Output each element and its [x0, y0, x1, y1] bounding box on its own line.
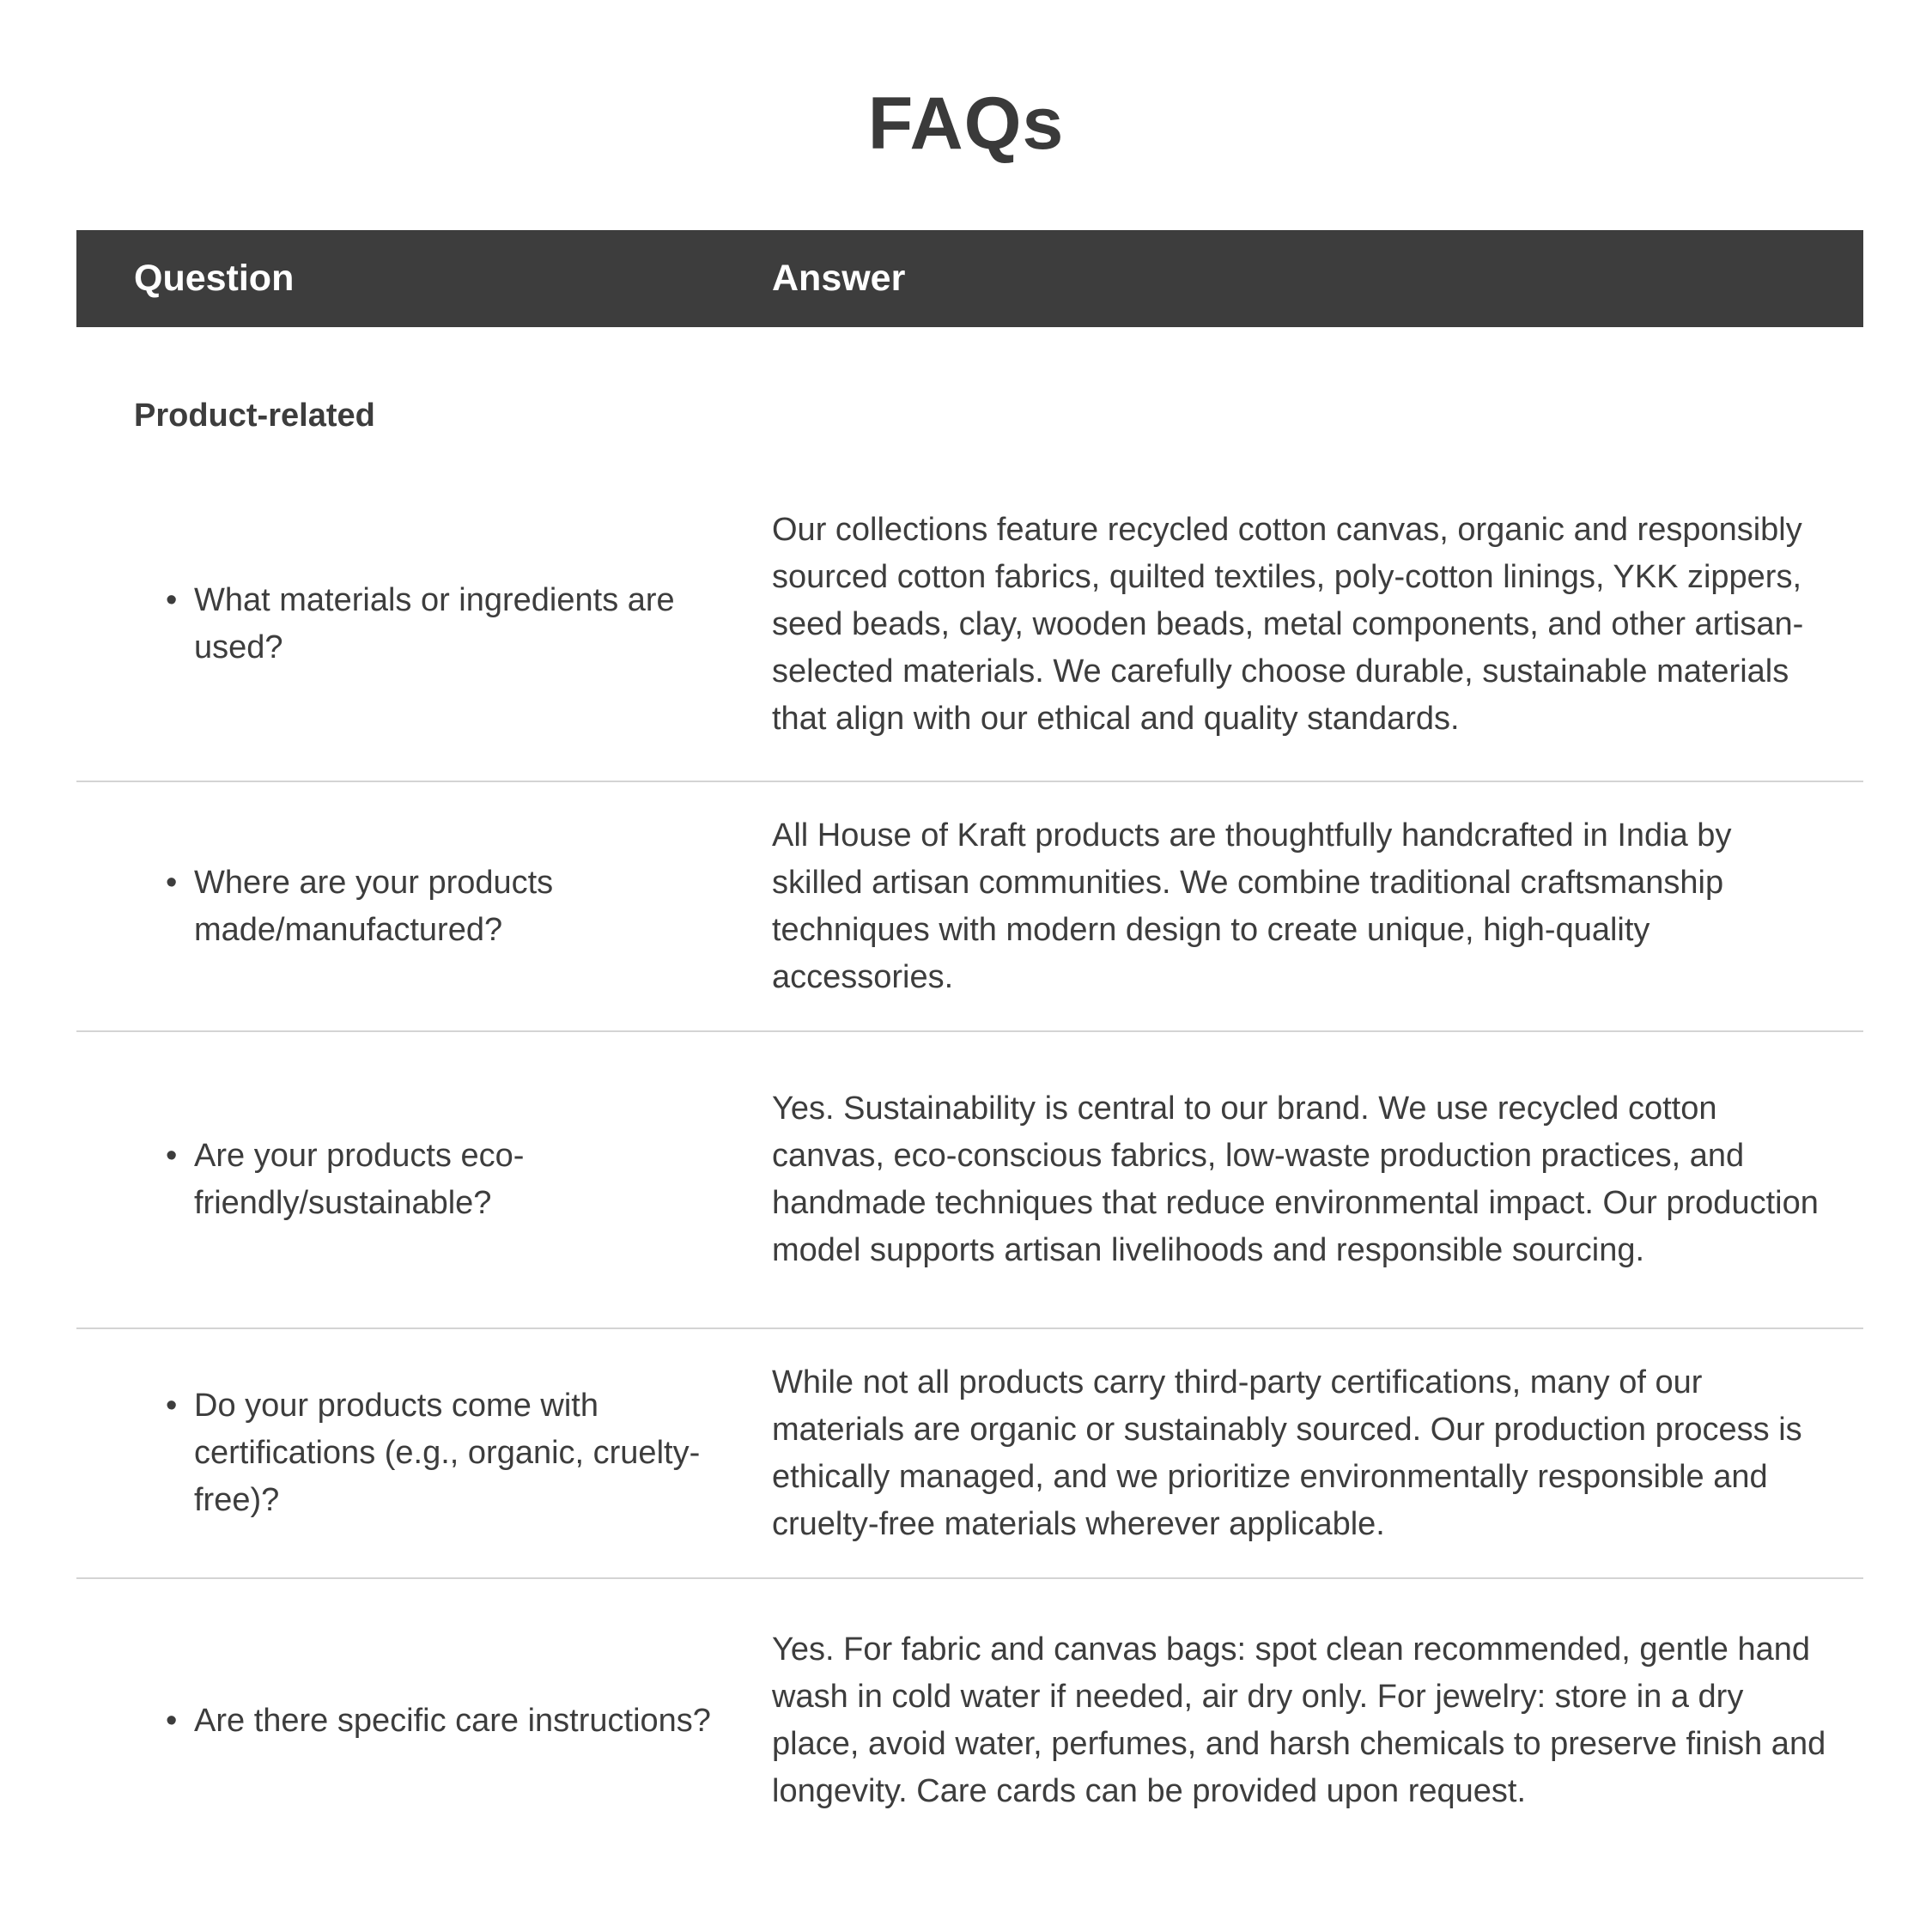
question-column-header: Question: [134, 258, 295, 299]
faq-row: [76, 782, 1863, 1032]
answer-text: Yes. Sustainability is central to our brand. We use recycled cotton canvas, eco-conscious fabrics, low-waste production practices, and handmade techniques that reduce environmental impact. Our production model supports artisan livelihoods and responsible sourcing.: [772, 1091, 1819, 1268]
question-cell: [76, 1133, 772, 1227]
answer-text: Yes. For fabric and canvas bags: spot clean recommended, gentle hand wash in cold water if needed, air dry only. For jewelry: store in a dry place, avoid water, perfumes, and harsh chemicals to preserve finish and longevity. Care cards can be provided upon request.: [772, 1631, 1826, 1809]
bullet-icon: •: [166, 1702, 178, 1739]
answer-text: Our collections feature recycled cotton canvas, organic and responsibly sourced cotton fabrics, quilted textiles, poly-cotton linings, YKK zippers, seed beads, clay, wooden beads, metal components, and other artisan-selected materials. We carefully choose durable, sustainable materials that align with our ethical and quality standards.: [772, 511, 1804, 737]
bullet-icon: •: [166, 582, 178, 618]
faq-table: [76, 230, 1863, 1862]
question-text: Are there specific care instructions?: [194, 1702, 711, 1739]
question-text: Do your products come with certifications (e.g., organic, cruelty-free)?: [194, 1388, 701, 1518]
question-cell: [76, 577, 772, 671]
bullet-icon: •: [166, 1138, 178, 1174]
question-text: What materials or ingredients are used?: [194, 582, 675, 665]
answer-text: All House of Kraft products are thoughtfully handcrafted in India by skilled artisan communities. We combine traditional craftsmanship techniques with modern design to create unique, high-quality accessories.: [772, 817, 1732, 995]
bullet-icon: •: [166, 1388, 178, 1424]
page-title: FAQs: [867, 82, 1065, 165]
bullet-icon: •: [166, 864, 178, 901]
answer-column-header: Answer: [772, 258, 906, 299]
question-cell: [76, 860, 772, 954]
question-cell: [76, 1382, 772, 1524]
question-text: Are your products eco-friendly/sustainable?: [194, 1138, 525, 1221]
question-cell: [76, 1698, 772, 1745]
table-header: [76, 230, 1863, 327]
answer-text: While not all products carry third-party certifications, many of our materials are organic or sustainably sourced. Our production process is ethically managed, and we prioritize environmentally responsible and cruelty-free materials wherever applicable.: [772, 1364, 1802, 1542]
faq-row: [76, 1579, 1863, 1862]
faq-row: [76, 1032, 1863, 1329]
faq-row: [76, 468, 1863, 782]
question-text: Where are your products made/manufactured?: [194, 864, 554, 948]
section-label: Product-related: [134, 398, 375, 434]
faq-row: [76, 1329, 1863, 1579]
